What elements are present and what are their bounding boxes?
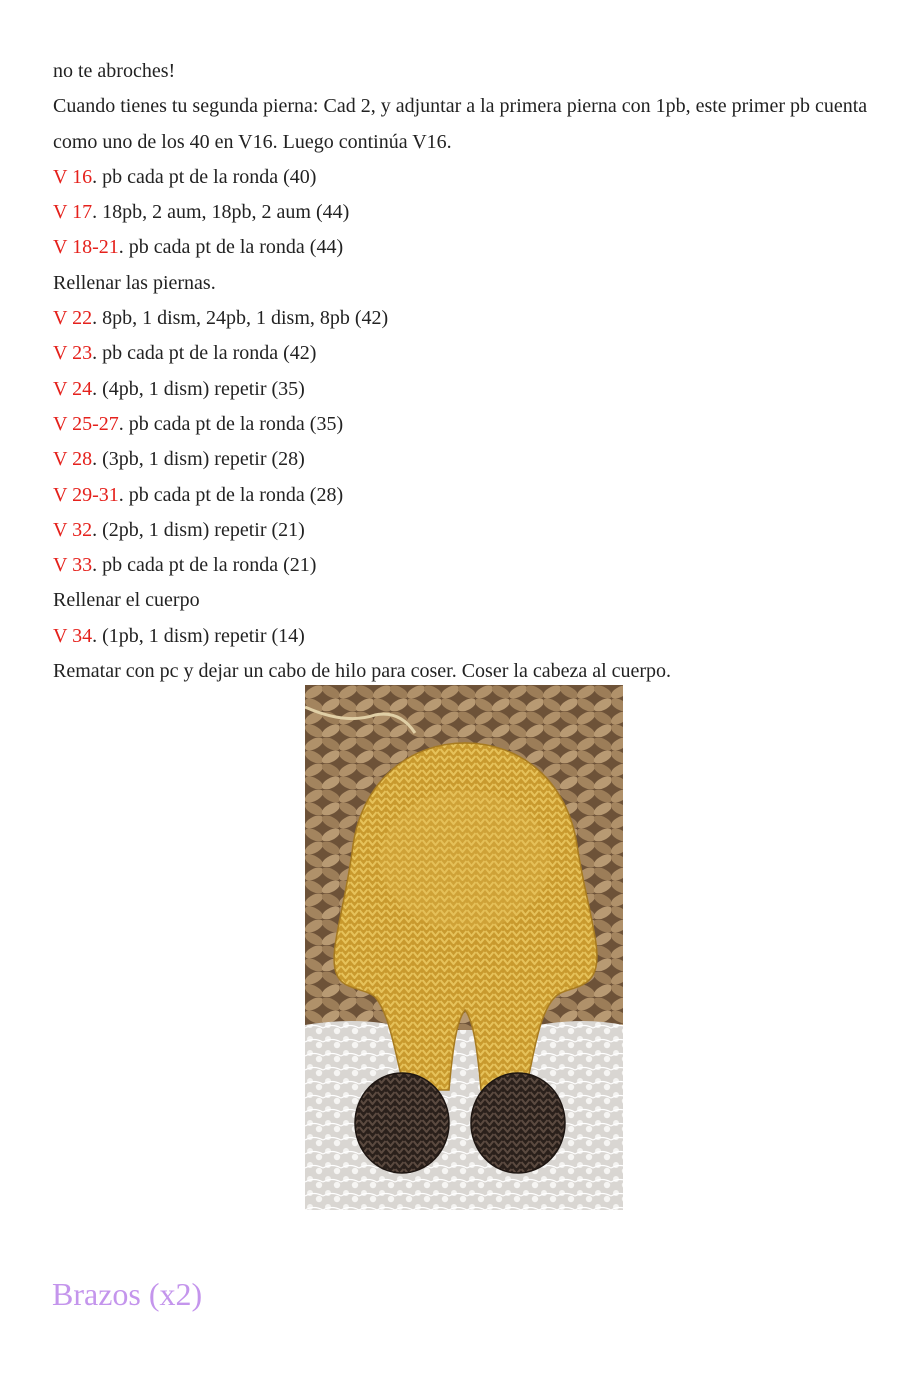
round-instructions: . pb cada pt de la ronda (21) bbox=[92, 554, 317, 577]
round-label: V 29-31 bbox=[53, 483, 119, 506]
round-line bbox=[53, 407, 873, 442]
round-line bbox=[53, 619, 873, 654]
round-instructions: . pb cada pt de la ronda (35) bbox=[118, 412, 344, 435]
note-line: Rellenar las piernas. bbox=[53, 271, 216, 294]
round-instructions: . pb cada pt de la ronda (40) bbox=[92, 165, 317, 188]
section-heading-arms: Brazos (x2) bbox=[52, 1276, 203, 1312]
round-label: V 22 bbox=[53, 307, 93, 330]
round-label: V 28 bbox=[53, 448, 93, 471]
round-label: V 16 bbox=[53, 165, 93, 188]
round-label: V 33 bbox=[53, 554, 93, 577]
round-line bbox=[53, 195, 873, 230]
round-instructions: . (4pb, 1 dism) repetir (35) bbox=[92, 377, 305, 400]
note-line: Rellenar el cuerpo bbox=[53, 589, 200, 612]
round-instructions: . pb cada pt de la ronda (28) bbox=[118, 483, 344, 506]
round-label: V 34 bbox=[53, 624, 93, 647]
round-instructions: . pb cada pt de la ronda (44) bbox=[118, 236, 344, 259]
round-line bbox=[53, 513, 873, 548]
round-line bbox=[53, 301, 873, 336]
pattern-text bbox=[53, 54, 873, 689]
intro-line: no te abroches! bbox=[53, 60, 176, 82]
round-instructions: . (2pb, 1 dism) repetir (21) bbox=[92, 518, 305, 541]
round-line bbox=[53, 336, 873, 371]
round-label: V 32 bbox=[53, 518, 93, 541]
round-line bbox=[53, 442, 873, 477]
round-instructions: . (1pb, 1 dism) repetir (14) bbox=[92, 624, 305, 647]
round-label: V 24 bbox=[53, 377, 93, 400]
round-instructions: . 8pb, 1 dism, 24pb, 1 dism, 8pb (42) bbox=[92, 307, 389, 330]
amigurumi-body-photo bbox=[305, 685, 623, 1210]
round-label: V 25-27 bbox=[53, 412, 119, 435]
round-line bbox=[53, 372, 873, 407]
closing-line: Rematar con pc y dejar un cabo de hilo para coser. Coser la cabeza al cuerpo. bbox=[53, 660, 672, 683]
round-line bbox=[53, 230, 873, 265]
round-label: V 17 bbox=[53, 201, 93, 224]
round-line bbox=[53, 160, 873, 195]
photo-illustration bbox=[305, 685, 623, 1210]
round-label: V 18-21 bbox=[53, 236, 119, 259]
lace-cloth bbox=[305, 1021, 623, 1210]
round-label: V 23 bbox=[53, 342, 93, 365]
intro-line: Cuando tienes tu segunda pierna: Cad 2, y adjuntar a la primera pierna con 1pb, este primer pb cuenta como uno de los 40 en V16. Luego continúa V16. bbox=[53, 95, 868, 153]
round-line bbox=[53, 548, 873, 583]
round-instructions: . pb cada pt de la ronda (42) bbox=[92, 342, 317, 365]
round-instructions: . 18pb, 2 aum, 18pb, 2 aum (44) bbox=[92, 201, 350, 224]
round-instructions: . (3pb, 1 dism) repetir (28) bbox=[92, 448, 305, 471]
round-line bbox=[53, 478, 873, 513]
